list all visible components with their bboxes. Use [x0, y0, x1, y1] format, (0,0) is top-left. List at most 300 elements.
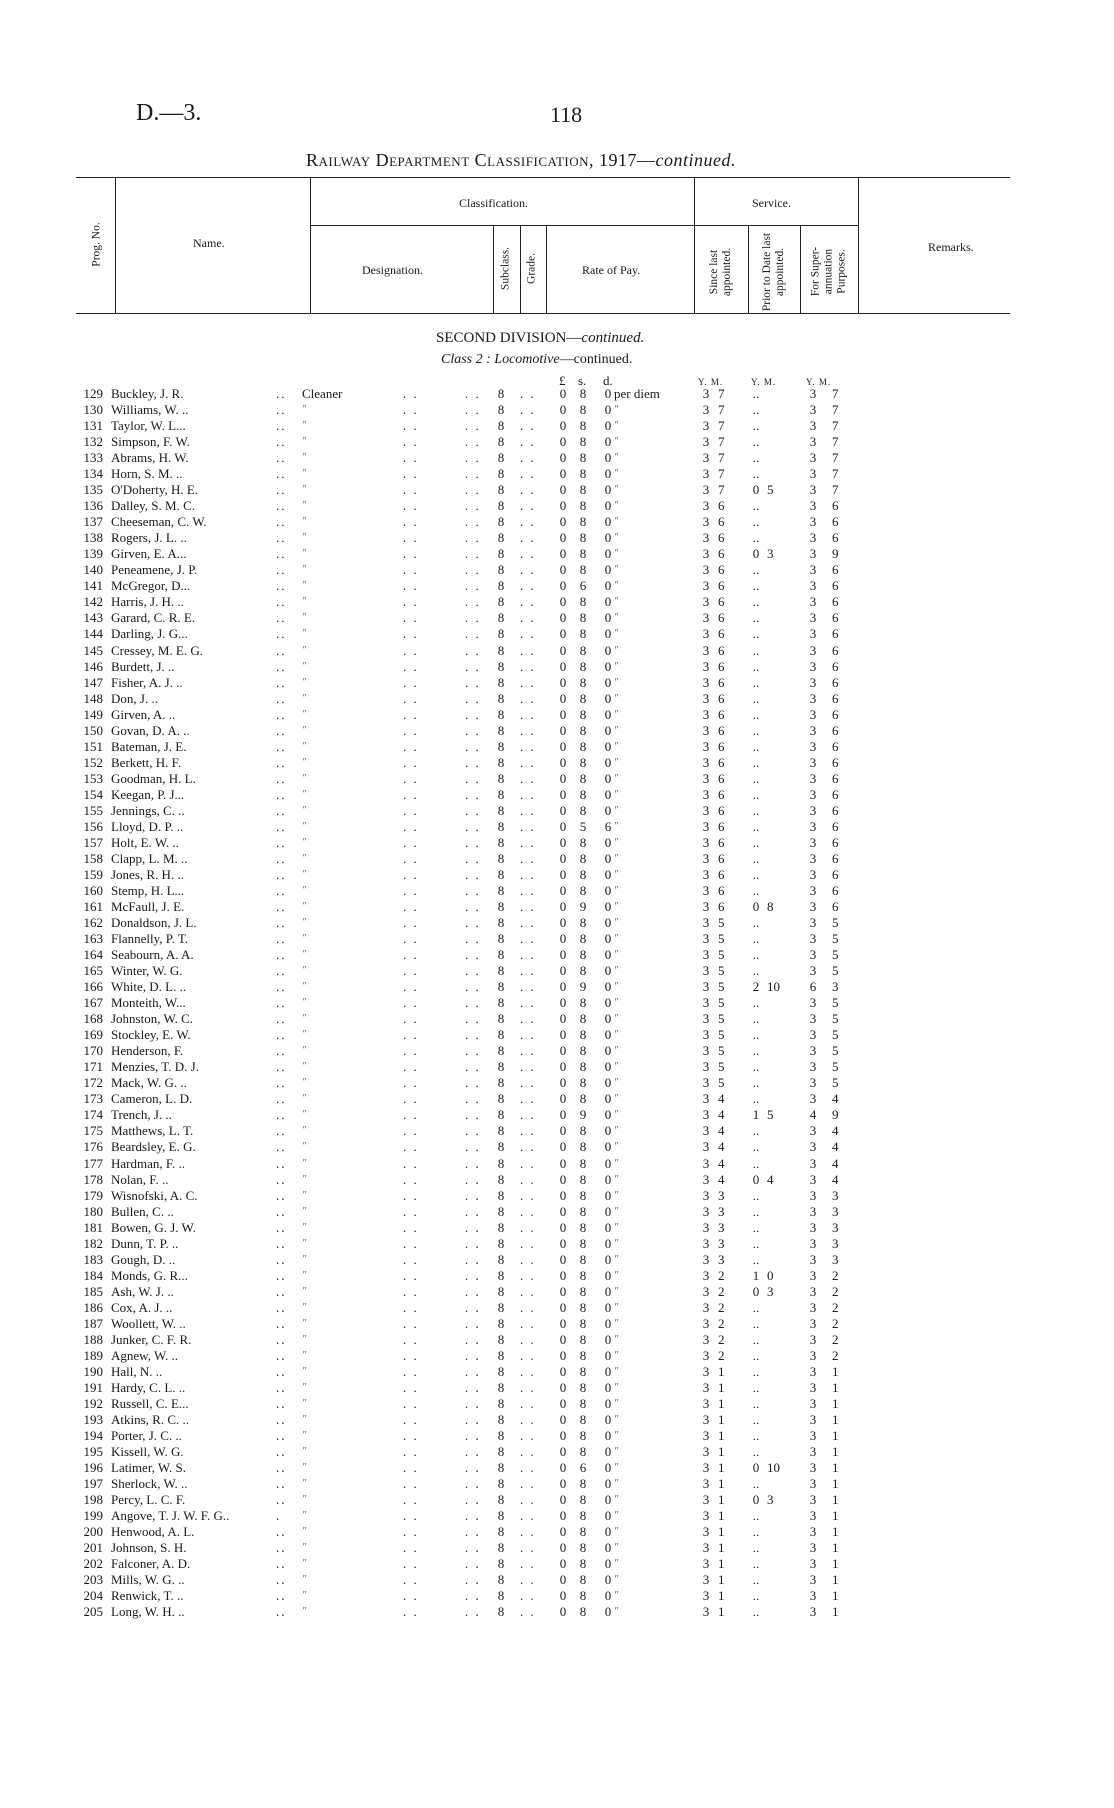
- row-pay-pounds: 0: [559, 1604, 567, 1620]
- row-subclass: 8: [497, 530, 505, 546]
- row-super-months: 1: [832, 1412, 839, 1427]
- row-super-years: 3: [809, 594, 817, 610]
- row-pay-shillings: 8: [579, 1123, 587, 1139]
- row-designation: ": [302, 1269, 307, 1281]
- row-leader: ..: [276, 1347, 287, 1363]
- row-name: Angove, T. J. W. F. G..: [111, 1508, 230, 1524]
- row-since-months: 1: [718, 1572, 725, 1588]
- row-designation: ": [302, 724, 307, 736]
- row-super-months: 7: [832, 418, 839, 434]
- row-subclass: 8: [497, 1251, 505, 1267]
- table-body: [0, 386, 1114, 1620]
- row-super-months: 6: [832, 722, 839, 738]
- row-subclass: 8: [497, 1315, 505, 1331]
- row-pay-shillings: 8: [579, 1027, 587, 1043]
- row-number: 165: [83, 963, 103, 979]
- row-name: Taylor, W. L...: [111, 418, 186, 434]
- row-since-months: 7: [718, 386, 725, 401]
- row-super-months: 1: [832, 1444, 839, 1460]
- table-row: [0, 1204, 1114, 1220]
- row-name: Latimer, W. S.: [111, 1460, 186, 1476]
- row-super-years: 3: [809, 1363, 817, 1379]
- row-designation: ": [302, 1125, 307, 1137]
- row-designation: ": [302, 884, 307, 896]
- row-prior-years: 0: [752, 899, 760, 914]
- row-super-years: 3: [809, 850, 817, 866]
- row-number: 132: [83, 434, 103, 450]
- row-name: Agnew, W. ..: [111, 1347, 179, 1363]
- table-row: [0, 402, 1114, 418]
- row-subclass: 8: [497, 1011, 505, 1027]
- row-pay-unit: ": [614, 1606, 619, 1618]
- row-pay-pounds: 0: [559, 642, 567, 658]
- row-subclass: 8: [497, 514, 505, 530]
- row-name: Girven, E. A...: [111, 546, 187, 562]
- row-pay-shillings: 8: [579, 1267, 587, 1283]
- row-pay-pence: 0: [604, 1572, 612, 1588]
- leader-dots: . .: [465, 1379, 481, 1395]
- row-designation: ": [302, 1221, 307, 1233]
- row-pay-pence: 0: [604, 610, 612, 626]
- row-super-months: 7: [832, 434, 839, 450]
- row-super-months: 6: [832, 834, 839, 850]
- row-number: 188: [83, 1331, 103, 1347]
- row-subclass: 8: [497, 1444, 505, 1460]
- row-pay-pounds: 0: [559, 530, 567, 546]
- row-super-years: 3: [809, 658, 817, 674]
- row-since-months: 4: [718, 1091, 725, 1107]
- row-pay-shillings: 8: [579, 1251, 587, 1267]
- row-designation: ": [302, 981, 307, 993]
- row-prior-years: ..: [752, 450, 760, 466]
- row-pay-unit: ": [614, 740, 619, 752]
- leader-dots: . .: [403, 947, 419, 963]
- row-since-years: 3: [702, 1412, 710, 1427]
- row-number: 178: [83, 1171, 103, 1187]
- table-row: [0, 1091, 1114, 1107]
- leader-dots: . .: [403, 1476, 419, 1492]
- leader-dots: . .: [465, 770, 481, 786]
- row-since-months: 4: [718, 1171, 725, 1187]
- row-subclass: 8: [497, 1267, 505, 1283]
- row-since-months: 1: [718, 1395, 725, 1411]
- table-row: [0, 1172, 1114, 1188]
- row-leader: ..: [276, 1155, 287, 1171]
- row-pay-shillings: 8: [579, 1444, 587, 1460]
- row-subclass: 8: [497, 1508, 505, 1524]
- row-pay-shillings: 8: [579, 1428, 587, 1444]
- row-prior-years: ..: [752, 1075, 760, 1091]
- row-pay-pence: 0: [604, 1027, 612, 1043]
- row-super-months: 4: [832, 1171, 839, 1187]
- row-pay-pence: 0: [604, 578, 612, 594]
- table-row: [0, 1043, 1114, 1059]
- leader-dots: . .: [465, 562, 481, 578]
- row-name: White, D. L. ..: [111, 979, 187, 995]
- row-pay-shillings: 8: [579, 450, 587, 466]
- leader-dots: . .: [520, 1379, 536, 1395]
- row-leader: ..: [276, 530, 287, 546]
- row-leader: ..: [276, 931, 287, 947]
- table-row: [0, 482, 1114, 498]
- table-row: [0, 979, 1114, 995]
- row-prior-years: ..: [752, 1524, 760, 1540]
- row-subclass: 8: [497, 1059, 505, 1075]
- row-subclass: 8: [497, 786, 505, 802]
- row-pay-pounds: 0: [559, 1283, 567, 1299]
- row-designation: ": [302, 1157, 307, 1169]
- leader-dots: . .: [403, 722, 419, 738]
- row-pay-pence: 0: [604, 706, 612, 722]
- row-pay-shillings: 8: [579, 1492, 587, 1508]
- row-pay-pence: 0: [604, 1428, 612, 1444]
- row-pay-pounds: 0: [559, 466, 567, 482]
- row-prior-years: 0: [752, 1460, 760, 1476]
- row-number: 201: [83, 1540, 103, 1556]
- row-subclass: 8: [497, 578, 505, 594]
- row-pay-unit: ": [614, 901, 619, 912]
- row-pay-shillings: 8: [579, 866, 587, 882]
- row-name: Porter, J. C. ..: [111, 1428, 182, 1444]
- row-since-years: 3: [702, 418, 710, 434]
- leader-dots: . .: [465, 530, 481, 546]
- row-designation: ": [302, 1430, 307, 1442]
- row-number: 180: [83, 1203, 103, 1219]
- row-subclass: 8: [497, 738, 505, 754]
- row-pay-unit: ": [614, 596, 619, 608]
- row-since-months: 6: [718, 530, 725, 546]
- row-subclass: 8: [497, 1219, 505, 1235]
- row-since-years: 3: [702, 1091, 710, 1107]
- row-super-months: 2: [832, 1347, 839, 1363]
- row-leader: ..: [276, 754, 287, 770]
- row-prior-months: 3: [767, 1283, 774, 1299]
- row-pay-unit: ": [614, 884, 619, 896]
- table-row: [0, 755, 1114, 771]
- row-since-months: 6: [718, 562, 725, 578]
- row-leader: ..: [276, 915, 287, 931]
- row-designation: ": [302, 1093, 307, 1105]
- row-leader: ..: [276, 786, 287, 802]
- row-leader: ..: [276, 1059, 287, 1075]
- row-super-years: 3: [809, 402, 817, 418]
- row-subclass: 8: [497, 931, 505, 947]
- row-pay-pounds: 0: [559, 1363, 567, 1379]
- row-pay-pence: 0: [604, 1412, 612, 1427]
- row-super-months: 1: [832, 1492, 839, 1508]
- leader-dots: . .: [465, 1139, 481, 1155]
- row-since-years: 3: [702, 1588, 710, 1604]
- row-prior-years: ..: [752, 642, 760, 658]
- leader-dots: . .: [465, 915, 481, 931]
- row-number: 160: [83, 882, 103, 898]
- leader-dots: . .: [520, 882, 536, 898]
- row-super-years: 4: [809, 1107, 817, 1123]
- row-designation: ": [302, 1381, 307, 1393]
- row-since-months: 1: [718, 1524, 725, 1540]
- row-prior-years: ..: [752, 1219, 760, 1235]
- row-since-years: 3: [702, 818, 710, 834]
- leader-dots: . .: [403, 1203, 419, 1219]
- row-super-years: 3: [809, 1379, 817, 1395]
- row-leader: ..: [276, 979, 287, 995]
- header-divider: [694, 177, 695, 314]
- row-subclass: 8: [497, 1107, 505, 1123]
- row-number: 158: [83, 850, 103, 866]
- row-leader: ..: [276, 899, 287, 914]
- row-pay-pounds: 0: [559, 1075, 567, 1091]
- row-pay-pounds: 0: [559, 1251, 567, 1267]
- table-row: [0, 835, 1114, 851]
- table-row: [0, 1300, 1114, 1316]
- row-since-years: 3: [702, 786, 710, 802]
- row-name: Cressey, M. E. G.: [111, 642, 203, 658]
- row-super-months: 6: [832, 738, 839, 754]
- row-since-months: 5: [718, 979, 725, 995]
- row-pay-shillings: 8: [579, 1395, 587, 1411]
- leader-dots: . .: [403, 770, 419, 786]
- row-subclass: 8: [497, 1123, 505, 1139]
- leader-dots: . .: [403, 850, 419, 866]
- row-prior-years: ..: [752, 1363, 760, 1379]
- row-since-months: 6: [718, 770, 725, 786]
- table-row: [0, 915, 1114, 931]
- table-row: [0, 675, 1114, 691]
- row-since-years: 3: [702, 594, 710, 610]
- row-prior-years: ..: [752, 995, 760, 1011]
- row-since-months: 6: [718, 738, 725, 754]
- row-subclass: 8: [497, 1171, 505, 1187]
- leader-dots: . .: [403, 1604, 419, 1620]
- row-designation: ": [302, 740, 307, 752]
- leader-dots: . .: [465, 754, 481, 770]
- row-prior-years: ..: [752, 1091, 760, 1107]
- row-number: 134: [83, 466, 103, 482]
- row-pay-shillings: 8: [579, 418, 587, 434]
- row-since-months: 1: [718, 1588, 725, 1604]
- row-subclass: 8: [497, 1395, 505, 1411]
- row-since-years: 3: [702, 434, 710, 450]
- row-subclass: 8: [497, 1492, 505, 1508]
- leader-dots: . .: [403, 1155, 419, 1171]
- row-pay-shillings: 8: [579, 850, 587, 866]
- leader-dots: . .: [465, 418, 481, 434]
- row-subclass: 8: [497, 690, 505, 706]
- row-pay-pence: 0: [604, 642, 612, 658]
- row-leader: ..: [276, 1203, 287, 1219]
- leader-dots: . .: [465, 1107, 481, 1123]
- leader-dots: . .: [465, 642, 481, 658]
- row-name: Girven, A. ..: [111, 706, 176, 722]
- row-name: Hardy, C. L. ..: [111, 1379, 186, 1395]
- row-pay-pence: 0: [604, 1123, 612, 1139]
- row-prior-years: ..: [752, 1059, 760, 1075]
- row-pay-unit: ": [614, 804, 619, 816]
- row-designation: ": [302, 1446, 307, 1458]
- row-leader: ..: [276, 1027, 287, 1043]
- leader-dots: . .: [403, 546, 419, 562]
- row-leader: ..: [276, 450, 287, 466]
- row-pay-shillings: 8: [579, 738, 587, 754]
- row-subclass: 8: [497, 1139, 505, 1155]
- header-remarks: Remarks.: [928, 240, 974, 254]
- row-designation: ": [302, 1109, 307, 1121]
- row-name: Junker, C. F. R.: [111, 1331, 192, 1347]
- row-prior-years: ..: [752, 1395, 760, 1411]
- row-designation: ": [302, 1141, 307, 1153]
- row-pay-shillings: 8: [579, 1556, 587, 1572]
- row-number: 162: [83, 915, 103, 931]
- row-pay-pounds: 0: [559, 1395, 567, 1411]
- table-row: [0, 1492, 1114, 1508]
- table-row: [0, 771, 1114, 787]
- row-pay-pence: 0: [604, 1508, 612, 1524]
- row-prior-years: ..: [752, 514, 760, 530]
- table-row: [0, 1156, 1114, 1172]
- row-leader: ..: [276, 1315, 287, 1331]
- row-since-years: 3: [702, 1347, 710, 1363]
- page-number: 118: [550, 102, 583, 127]
- row-pay-pounds: 0: [559, 995, 567, 1011]
- row-super-years: 6: [809, 979, 817, 995]
- leader-dots: . .: [403, 1091, 419, 1107]
- leader-dots: . .: [403, 738, 419, 754]
- row-since-years: 3: [702, 1203, 710, 1219]
- row-designation: ": [302, 644, 307, 656]
- row-number: 200: [83, 1524, 103, 1540]
- row-name: Dalley, S. M. C.: [111, 498, 196, 514]
- row-number: 181: [83, 1219, 103, 1235]
- row-super-years: 3: [809, 498, 817, 514]
- row-pay-shillings: 8: [579, 786, 587, 802]
- row-pay-unit: ": [614, 1285, 619, 1297]
- row-pay-unit: ": [614, 1574, 619, 1586]
- row-super-years: 3: [809, 1492, 817, 1508]
- leader-dots: . .: [465, 674, 481, 690]
- row-super-years: 3: [809, 482, 817, 498]
- row-name: O'Doherty, H. E.: [111, 482, 199, 498]
- leader-dots: . .: [465, 1428, 481, 1444]
- row-leader: ..: [276, 1363, 287, 1379]
- row-subclass: 8: [497, 610, 505, 626]
- table-row: [0, 1364, 1114, 1380]
- leader-dots: . .: [520, 899, 536, 914]
- row-since-years: 3: [702, 658, 710, 674]
- row-designation: ": [302, 804, 307, 816]
- row-pay-unit: ": [614, 1269, 619, 1281]
- leader-dots: . .: [520, 1171, 536, 1187]
- row-subclass: 8: [497, 899, 505, 914]
- leader-dots: . .: [520, 1187, 536, 1203]
- leader-dots: . .: [520, 482, 536, 498]
- row-pay-unit: ": [614, 1301, 619, 1313]
- row-since-months: 7: [718, 466, 725, 482]
- row-pay-shillings: 8: [579, 1315, 587, 1331]
- class-title: [441, 352, 632, 368]
- row-pay-pounds: 0: [559, 562, 567, 578]
- header-since-last-appointed: Since last appointed.: [708, 247, 733, 297]
- row-number: 130: [83, 402, 103, 418]
- row-designation: ": [302, 933, 307, 945]
- row-designation: ": [302, 852, 307, 864]
- row-pay-pounds: 0: [559, 770, 567, 786]
- row-designation: ": [302, 1061, 307, 1073]
- row-subclass: 8: [497, 562, 505, 578]
- table-row: [0, 819, 1114, 835]
- row-since-months: 6: [718, 882, 725, 898]
- table-row: [0, 514, 1114, 530]
- row-leader: ..: [276, 658, 287, 674]
- row-designation: ": [302, 772, 307, 784]
- row-designation: ": [302, 1590, 307, 1602]
- row-pay-pence: 0: [604, 1011, 612, 1027]
- row-designation: ": [302, 1349, 307, 1361]
- row-pay-pounds: 0: [559, 1508, 567, 1524]
- row-name: Jennings, C. ..: [111, 802, 185, 818]
- row-subclass: 8: [497, 386, 505, 401]
- row-subclass: 8: [497, 1075, 505, 1091]
- leader-dots: . .: [403, 434, 419, 450]
- row-super-years: 3: [809, 1267, 817, 1283]
- row-since-months: 4: [718, 1139, 725, 1155]
- leader-dots: . .: [403, 530, 419, 546]
- row-prior-years: ..: [752, 1444, 760, 1460]
- row-number: 143: [83, 610, 103, 626]
- row-leader: ..: [276, 738, 287, 754]
- row-subclass: 8: [497, 1379, 505, 1395]
- row-pay-pence: 0: [604, 1299, 612, 1315]
- row-super-years: 3: [809, 947, 817, 963]
- table-row: [0, 707, 1114, 723]
- table-row: [0, 1027, 1114, 1043]
- row-pay-pence: 0: [604, 514, 612, 530]
- row-number: 195: [83, 1444, 103, 1460]
- row-since-months: 7: [718, 450, 725, 466]
- row-designation: ": [302, 1510, 307, 1522]
- row-super-months: 6: [832, 530, 839, 546]
- row-since-years: 3: [702, 546, 710, 562]
- leader-dots: . .: [465, 690, 481, 706]
- row-prior-months: 0: [767, 1267, 774, 1283]
- row-number: 196: [83, 1460, 103, 1476]
- row-super-months: 7: [832, 402, 839, 418]
- row-pay-unit: ": [614, 468, 619, 480]
- leader-dots: . .: [520, 514, 536, 530]
- row-name: Monteith, W...: [111, 995, 186, 1011]
- row-designation: ": [302, 612, 307, 624]
- row-subclass: 8: [497, 498, 505, 514]
- row-subclass: 8: [497, 754, 505, 770]
- table-row: [0, 1348, 1114, 1364]
- row-prior-years: ..: [752, 1347, 760, 1363]
- row-super-months: 6: [832, 610, 839, 626]
- row-prior-years: ..: [752, 818, 760, 834]
- row-since-months: 6: [718, 722, 725, 738]
- row-designation: ": [302, 1045, 307, 1057]
- row-pay-unit: ": [614, 404, 619, 416]
- leader-dots: . .: [403, 418, 419, 434]
- row-leader: ..: [276, 850, 287, 866]
- row-super-months: 6: [832, 562, 839, 578]
- row-designation: ": [302, 1414, 307, 1425]
- table-row: [0, 1460, 1114, 1476]
- row-number: 136: [83, 498, 103, 514]
- leader-dots: . .: [465, 594, 481, 610]
- leader-dots: . .: [520, 1572, 536, 1588]
- row-number: 138: [83, 530, 103, 546]
- row-subclass: 8: [497, 834, 505, 850]
- leader-dots: . .: [403, 899, 419, 914]
